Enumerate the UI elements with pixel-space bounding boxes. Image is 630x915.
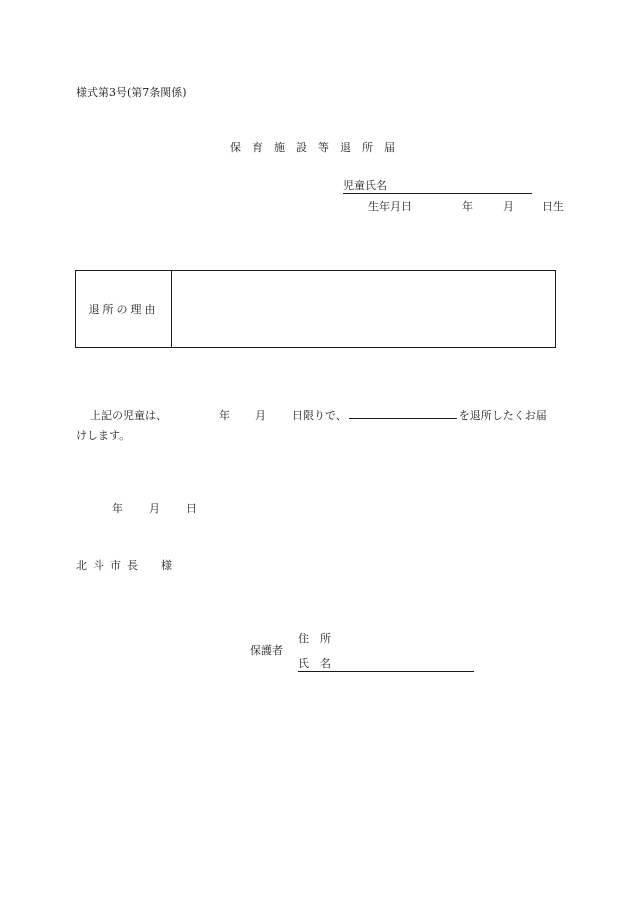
birth-month-label: 月: [503, 200, 514, 213]
withdrawal-reason-input[interactable]: [172, 271, 555, 347]
guardian-address-field[interactable]: [298, 633, 331, 644]
statement-line-2: けします。: [76, 429, 131, 442]
statement-line-1: [90, 409, 547, 421]
submission-year: 年: [112, 502, 123, 515]
birth-year-label: 年: [462, 200, 473, 213]
guardian-label: 保護者: [250, 644, 283, 657]
child-name-label: 児童氏名: [343, 179, 387, 192]
withdrawal-reason-label: 退所の理由: [76, 271, 172, 347]
facility-name-blank[interactable]: [349, 409, 457, 419]
submission-date[interactable]: [112, 503, 197, 514]
withdrawal-reason-table: [75, 270, 556, 348]
child-birthdate-field[interactable]: [368, 201, 564, 212]
guardian-address-label: 住 所: [298, 632, 331, 645]
submission-day: 日: [186, 502, 197, 515]
statement-request: を退所したくお届: [458, 409, 547, 422]
birthdate-label: 生年月日: [368, 200, 412, 213]
addressee: 北斗市長 様: [76, 559, 178, 572]
statement-day-limit: 日限りで、: [292, 409, 347, 422]
statement-intro: 上記の児童は、: [90, 409, 167, 422]
birth-day-label: 日生: [542, 200, 564, 213]
form-number: 様式第3号(第7条関係): [76, 86, 187, 99]
page-title: 保育施設等退所届: [230, 141, 406, 154]
guardian-name-label: 氏 名: [298, 657, 331, 670]
submission-month: 月: [149, 502, 160, 515]
child-name-field[interactable]: [343, 180, 532, 194]
guardian-name-field[interactable]: [298, 658, 474, 672]
statement-year: 年: [219, 409, 230, 422]
statement-month: 月: [255, 409, 266, 422]
